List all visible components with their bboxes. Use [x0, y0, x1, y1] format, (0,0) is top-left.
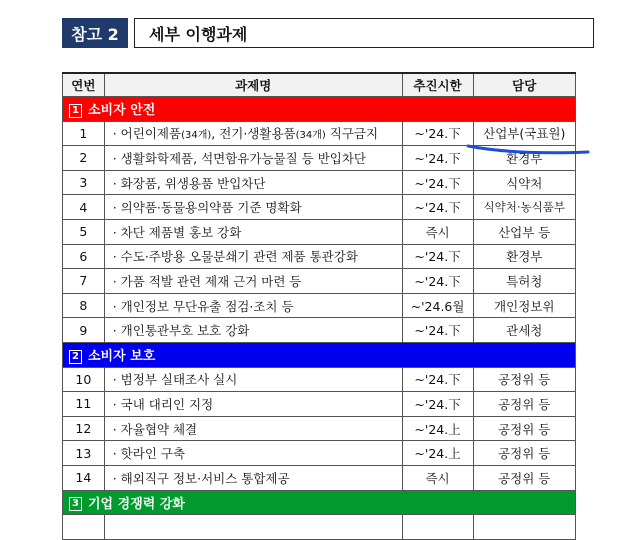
- table-row: 13 · 핫라인 구축 ~'24.上 공정위 등: [63, 441, 576, 466]
- col-header-task: 과제명: [104, 73, 402, 97]
- col-header-deadline: 추진시한: [402, 73, 473, 97]
- table-row: 6 · 수도·주방용 오물분쇄기 관련 제품 통관강화 ~'24.下 환경부: [63, 244, 576, 269]
- table-row: 3 · 화장품, 위생용품 반입차단 ~'24.下 식약처: [63, 170, 576, 195]
- reference-badge: 참고 2: [62, 18, 128, 48]
- task-cell: · 어린이제품(34개), 전기·생활용품(34개) 직구금지: [104, 121, 402, 146]
- table-row: 8 · 개인정보 무단유출 점검·조치 등 ~'24.6월 개인정보위: [63, 293, 576, 318]
- table-row: 4 · 의약품·동물용의약품 기준 명확화 ~'24.下 식약처·농식품부: [63, 195, 576, 220]
- table-row: 10 · 범정부 실태조사 실시 ~'24.下 공정위 등: [63, 367, 576, 392]
- page-title: 세부 이행과제: [134, 18, 594, 48]
- table-row: 7 · 가품 적발 관련 제재 근거 마련 등 ~'24.下 특허청: [63, 269, 576, 294]
- table-row: 2 · 생활화학제품, 석면함유가능물질 등 반입차단 ~'24.下 환경부: [63, 146, 576, 171]
- table-row: 1 · 어린이제품(34개), 전기·생활용품(34개) 직구금지 ~'24.下 산업부(국표원): [63, 121, 576, 146]
- section-label: 소비자 안전: [88, 103, 156, 119]
- section-number: 1: [69, 104, 82, 118]
- table-row: 12 · 자율협약 체결 ~'24.上 공정위 등: [63, 416, 576, 441]
- col-header-owner: 담당: [473, 73, 576, 97]
- table-row: 5 · 차단 제품별 홍보 강화 즉시 산업부 등: [63, 219, 576, 244]
- table-row: 9 · 개인통관부호 보호 강화 ~'24.下 관세청: [63, 318, 576, 343]
- section-label: 기업 경쟁력 강화: [88, 496, 185, 512]
- section-number: 3: [69, 497, 82, 511]
- table-row: 14 · 해외직구 정보·서비스 통합제공 즉시 공정위 등: [63, 465, 576, 490]
- section-label: 소비자 보호: [88, 349, 156, 365]
- section-number: 2: [69, 350, 82, 364]
- table-row: 11 · 국내 대리인 지정 ~'24.下 공정위 등: [63, 392, 576, 417]
- col-header-number: 연번: [63, 73, 105, 97]
